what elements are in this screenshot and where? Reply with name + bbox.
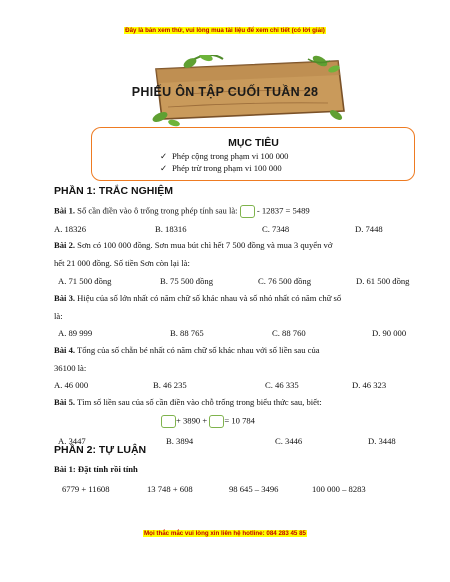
q1-option-c[interactable]: C. 7348 (262, 224, 290, 234)
checkmark-icon: ✓ (160, 151, 168, 161)
question-5: Bài 5. Tìm số liền sau của số cần điền vào chỗ trống trong biểu thức sau, biết: (54, 397, 322, 407)
preview-notice-text: Đây là bản xem thử, vui lòng mua tài liệu để xem chi tiết (có lời giải) (125, 27, 325, 34)
q2-option-b[interactable]: B. 75 500 đồng (160, 276, 213, 286)
q3-option-a[interactable]: A. 89 999 (58, 328, 93, 338)
hotline-text: Mọi thắc mắc vui lòng xin liên hệ hotline: 084 283 45 85 (144, 530, 306, 537)
calc-problem: 13 748 + 608 (147, 484, 193, 494)
q5-option-a[interactable]: A. 3447 (58, 436, 86, 446)
q4-option-b[interactable]: B. 46 235 (153, 380, 187, 390)
question-4-continued: 36100 là: (54, 363, 87, 373)
question-2-continued: hết 21 000 đồng. Số tiền Sơn còn lại là: (54, 258, 190, 268)
part2-heading: PHẦN 2: TỰ LUẬN (54, 444, 147, 456)
q1-option-b[interactable]: B. 18316 (155, 224, 187, 234)
question-3: Bài 3. Hiệu của số lớn nhất có năm chữ số khác nhau và số nhỏ nhất có năm chữ số (54, 293, 342, 303)
question-3-continued: là: (54, 311, 63, 321)
q4-option-c[interactable]: C. 46 335 (265, 380, 299, 390)
checkmark-icon: ✓ (160, 163, 168, 173)
answer-blank-box[interactable] (240, 205, 255, 218)
q5-option-b[interactable]: B. 3894 (166, 436, 194, 446)
objective-item: ✓ Phép trừ trong phạm vi 100 000 (160, 163, 282, 173)
calc-problem: 6779 + 11608 (62, 484, 110, 494)
objective-item: ✓ Phép cộng trong phạm vi 100 000 (160, 151, 289, 161)
objectives-heading: MỤC TIÊU (228, 137, 279, 149)
q2-option-a[interactable]: A. 71 500 đồng (58, 276, 112, 286)
answer-blank-box[interactable] (161, 415, 176, 428)
hotline-footer-banner (0, 530, 450, 537)
question-5-expression: + 3890 + = 10 784 (161, 415, 255, 428)
q2-option-d[interactable]: D. 61 500 đồng (356, 276, 410, 286)
q1-option-a[interactable]: A. 18326 (54, 224, 86, 234)
preview-notice-banner (0, 27, 450, 34)
q5-option-c[interactable]: C. 3446 (275, 436, 303, 446)
q1-option-d[interactable]: D. 7448 (355, 224, 383, 234)
q3-option-c[interactable]: C. 88 760 (272, 328, 306, 338)
q5-option-d[interactable]: D. 3448 (368, 436, 396, 446)
question-1: Bài 1. Số cần điền vào ô trống trong phép tính sau là: - 12837 = 5489 (54, 205, 310, 218)
q3-option-d[interactable]: D. 90 000 (372, 328, 407, 338)
question-2: Bài 2. Sơn có 100 000 đồng. Sơn mua bút chì hết 7 500 đồng và mua 3 quyển vở (54, 240, 333, 250)
q2-option-c[interactable]: C. 76 500 đồng (258, 276, 311, 286)
q4-option-d[interactable]: D. 46 323 (352, 380, 387, 390)
page-title: PHIẾU ÔN TẬP CUỐI TUẦN 28 (131, 85, 319, 99)
q3-option-b[interactable]: B. 88 765 (170, 328, 204, 338)
part1-heading: PHẦN 1: TRẮC NGHIỆM (54, 185, 174, 197)
calc-problem: 100 000 – 8283 (312, 484, 366, 494)
question-4: Bài 4. Tổng của số chẵn bé nhất có năm chữ số khác nhau với số liền sau của (54, 345, 320, 355)
calc-problem: 98 645 – 3496 (229, 484, 279, 494)
q4-option-a[interactable]: A. 46 000 (54, 380, 89, 390)
answer-blank-box[interactable] (209, 415, 224, 428)
essay-question-1-title: Bài 1: Đặt tính rồi tính (54, 464, 138, 474)
